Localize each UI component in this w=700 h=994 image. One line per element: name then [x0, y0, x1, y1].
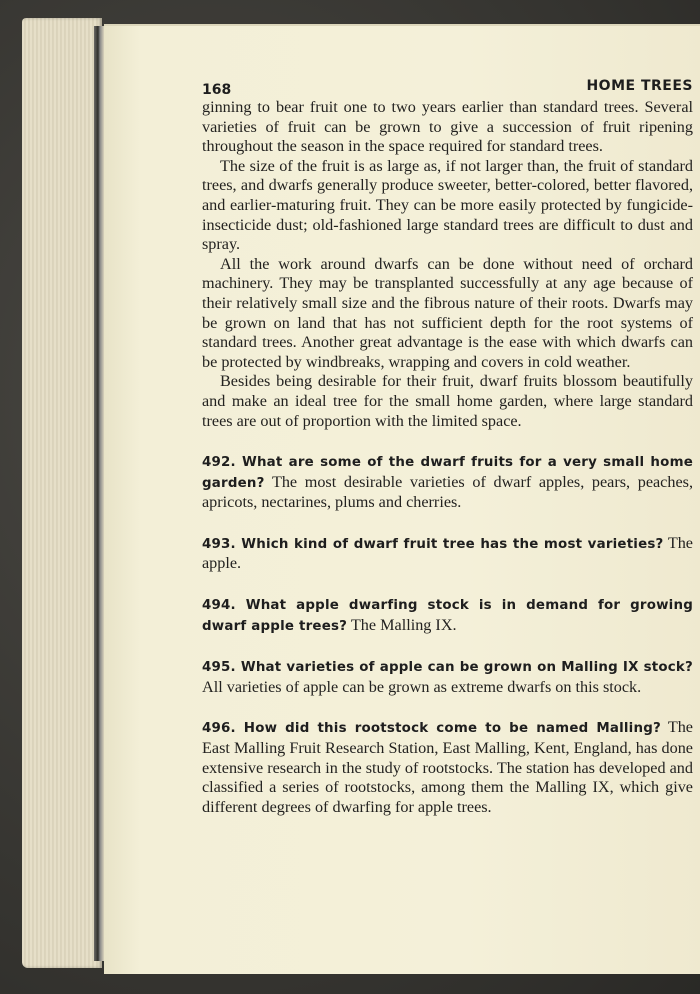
body-text: [202, 98, 693, 817]
paragraph: The size of the fruit is as large as, if not larger than, the fruit of standard trees, and dwarfs generally produce sweeter, better-colored, better flavored, and earlier-maturing fruit. They can be more easily protected by fungicide-insecticide dust; old-fashioned large standard trees are difficult to dust and spray.: [202, 156, 693, 254]
answer-text: All varieties of apple can be grown as extreme dwarfs on this stock.: [202, 677, 642, 696]
answer-text: The apple.: [202, 533, 693, 573]
answer-text: The East Malling Fruit Research Station, East Malling, Kent, England, has done extensive research in the study of rootstocks. The station has developed and classified a series of rootstocks, among them the Malling IX, which give different degrees of dwarfing for apple trees.: [202, 718, 693, 816]
paragraph: All the work around dwarfs can be done without need of orchard machinery. They may be transplanted successfully at any age because of their relatively small size and the fibrous nature of their roots. Dwarfs may be grown on land that has not sufficient depth for the root systems of standard trees. Another great advantage is the ease with which dwarfs can be protected by windbreaks, wrapping and covers in cold weather.: [202, 254, 693, 371]
running-title: HOME TREES: [586, 78, 693, 94]
page-content: [202, 76, 693, 817]
answer-text: The most desirable varieties of dwarf apples, pears, peaches, apricots, nectarines, plums and cherries.: [202, 472, 693, 512]
page-edges: [22, 18, 102, 968]
question-entry: [202, 452, 693, 513]
question-heading: 493. Which kind of dwarf fruit tree has the most varieties?: [202, 536, 664, 552]
question-entry: [202, 534, 693, 574]
question-heading: 494. What apple dwarfing stock is in demand for growing dwarf apple trees?: [202, 598, 693, 634]
question-heading: 495. What varieties of apple can be grown on Malling IX stock?: [202, 660, 693, 676]
answer-text: The Malling IX.: [350, 615, 457, 634]
page-number: 168: [202, 82, 232, 98]
book-gutter: [94, 26, 104, 961]
paragraph: ginning to bear fruit one to two years earlier than standard trees. Several varieties of fruit can be grown to give a succession of fruit ripening throughout the season in the space required for standard trees.: [202, 98, 693, 156]
question-heading: 496. How did this rootstock come to be named Malling?: [202, 721, 661, 737]
question-heading: 492. What are some of the dwarf fruits for a very small home garden?: [202, 455, 693, 491]
running-header: [202, 76, 693, 98]
paragraph: Besides being desirable for their fruit, dwarf fruits blossom beautifully and make an ideal tree for the small home garden, where large standard trees are out of proportion with the limited space.: [202, 372, 693, 430]
question-entry: [202, 657, 693, 697]
question-entry: [202, 595, 693, 636]
question-entry: [202, 718, 693, 817]
